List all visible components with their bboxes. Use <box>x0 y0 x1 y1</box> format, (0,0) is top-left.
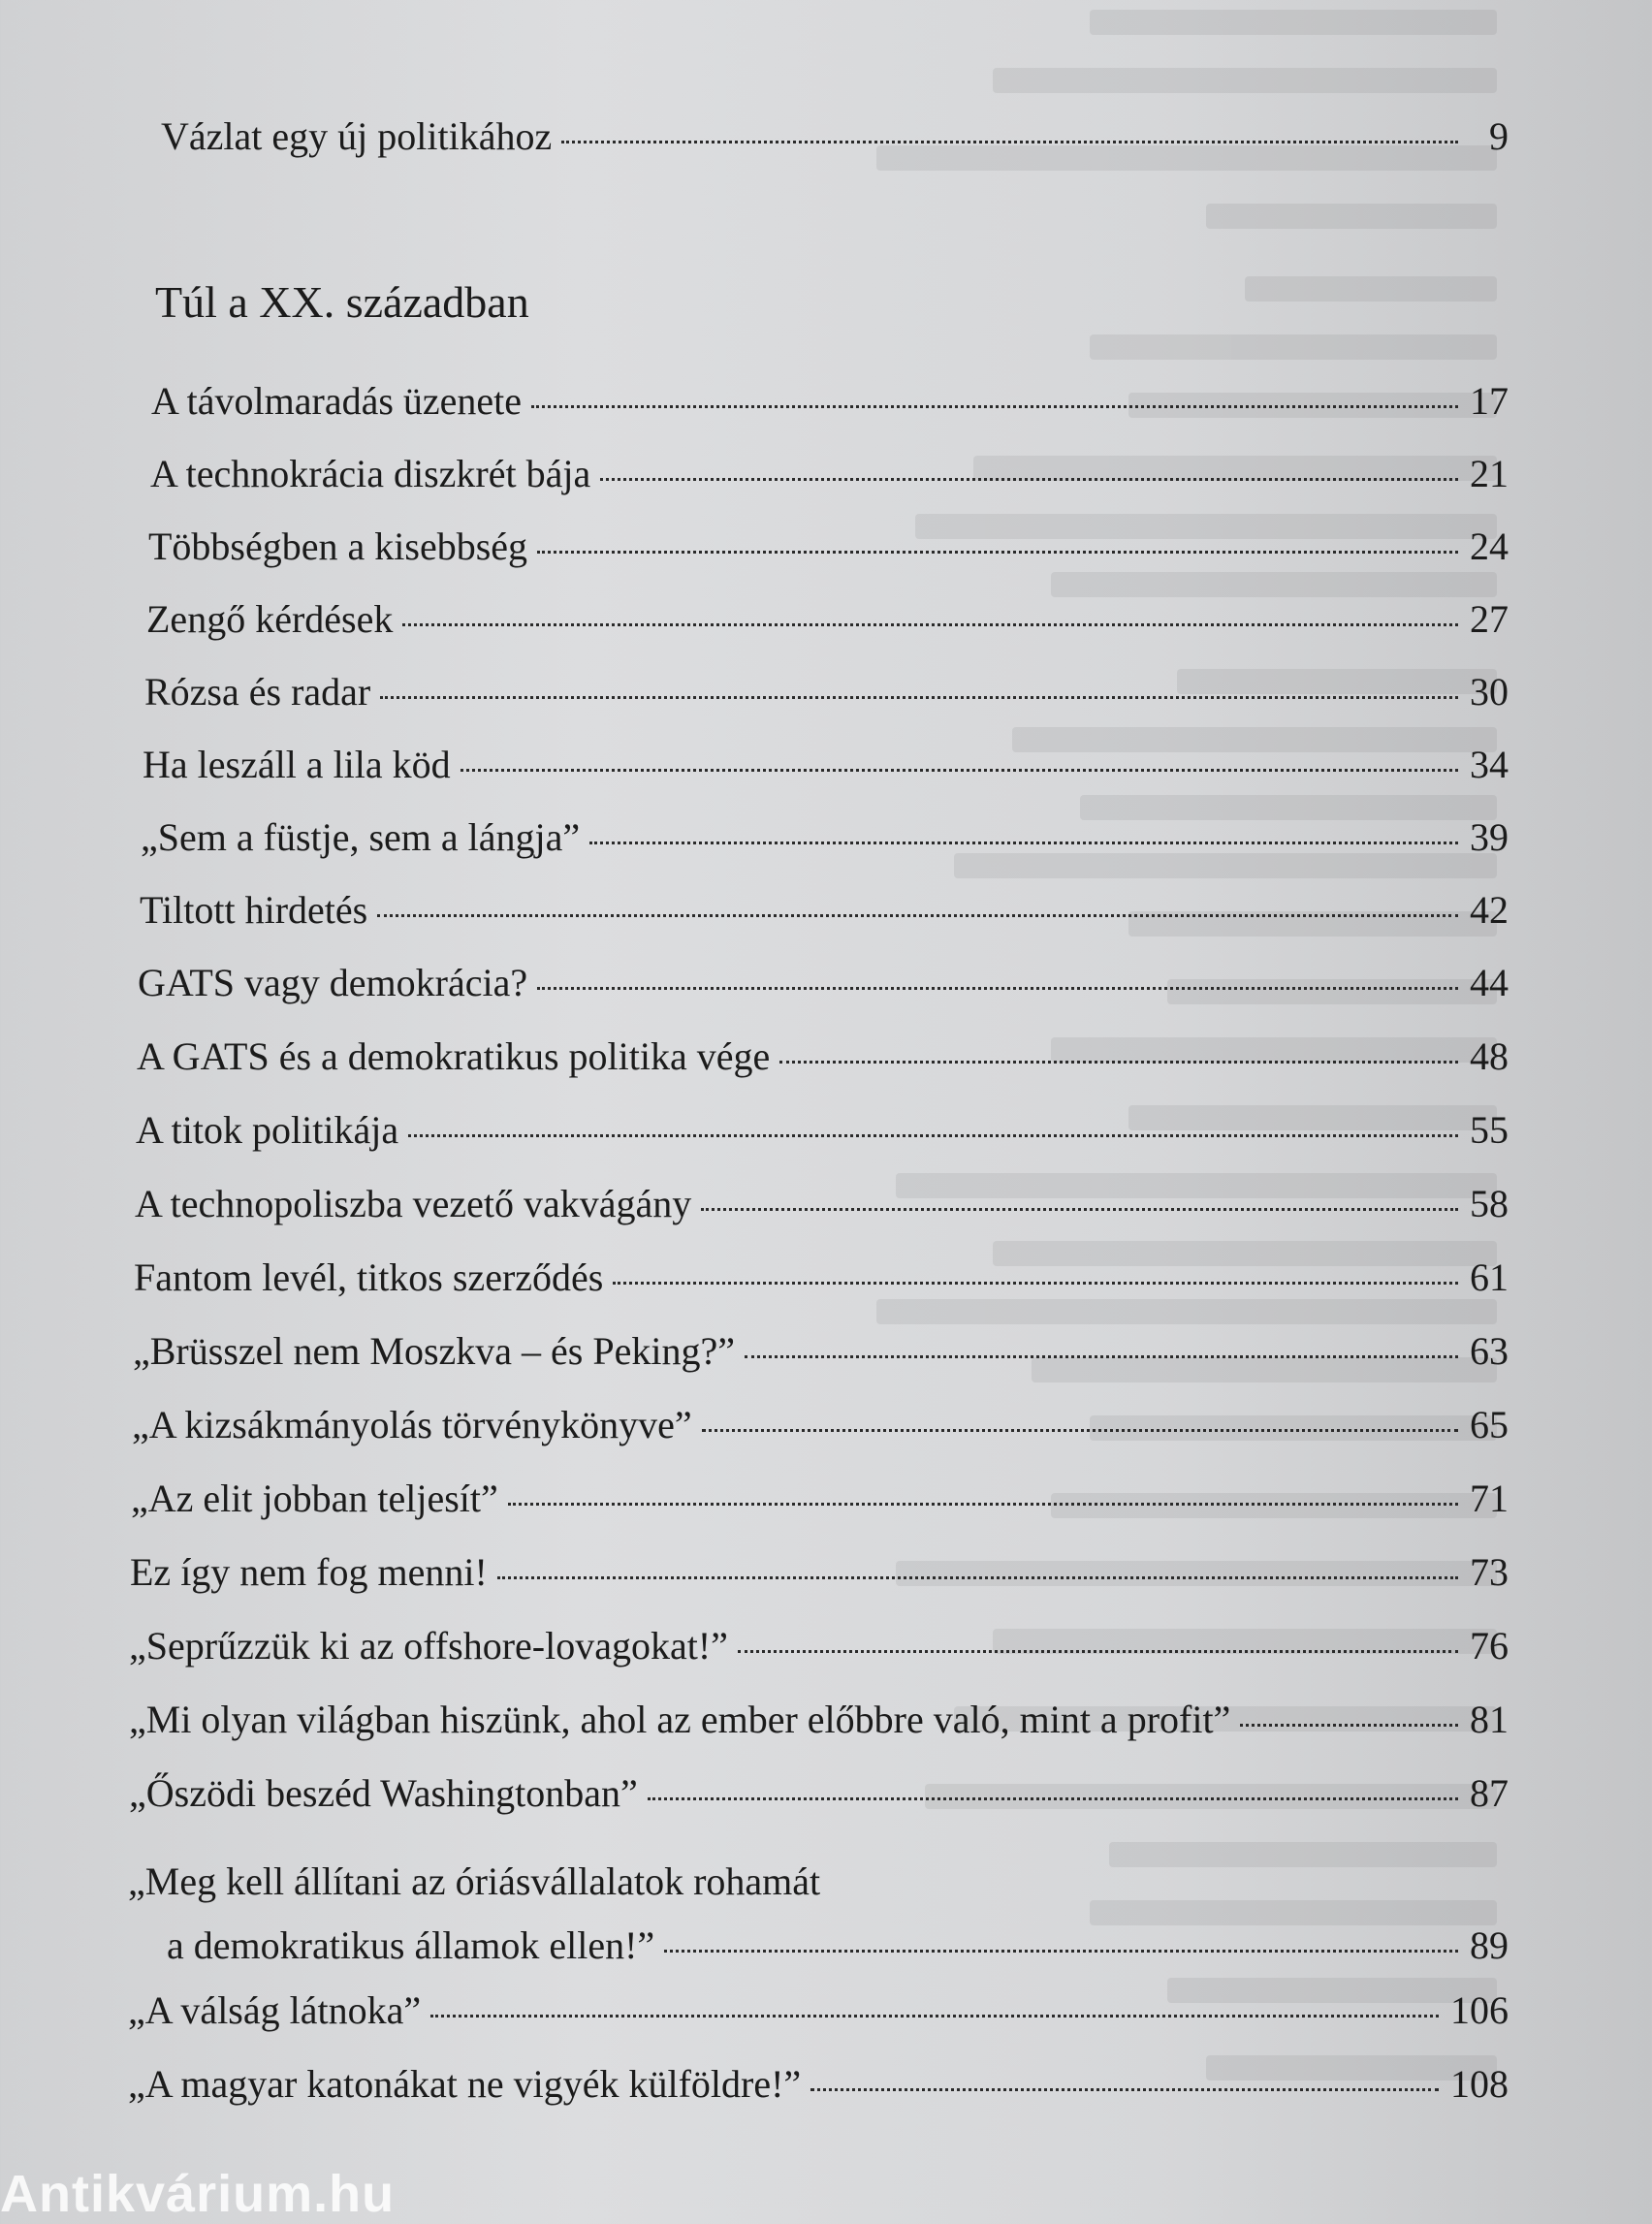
toc-entry-page: 89 <box>1470 1923 1509 1967</box>
toc-entry-title: „A kizsákmányolás törvénykönyve” <box>132 1403 692 1446</box>
toc-entry-title: A távolmaradás üzenete <box>151 379 523 423</box>
toc-entry-title: „Mi olyan világban hiszünk, ahol az ember előbbre való, mint a profit” <box>129 1698 1231 1741</box>
toc-entry <box>129 1623 1509 1669</box>
toc-entry-title: „Őszödi beszéd Washingtonban” <box>129 1771 638 1815</box>
section-heading: Túl a XX. században <box>155 277 529 327</box>
dot-leader <box>648 1797 1458 1800</box>
dot-leader <box>402 623 1458 626</box>
toc-entry <box>131 1476 1509 1522</box>
dot-leader <box>701 1208 1458 1211</box>
dot-leader <box>600 478 1458 481</box>
toc-entry-title: „Brüsszel nem Moszkva – és Peking?” <box>133 1329 735 1373</box>
toc-entry-page: 42 <box>1470 888 1509 932</box>
dot-leader <box>408 1134 1458 1137</box>
dot-leader <box>810 2088 1439 2091</box>
toc-entry-title: A titok politikája <box>136 1108 399 1152</box>
toc-entry-page: 21 <box>1470 452 1509 495</box>
toc-entry-page: 106 <box>1450 1988 1509 2032</box>
toc-entry <box>141 814 1509 861</box>
toc-entry <box>132 1402 1509 1448</box>
toc-entry-title: Rózsa és radar <box>144 670 371 714</box>
toc-entry-page: 71 <box>1470 1477 1509 1520</box>
toc-entry-intro <box>161 113 1509 160</box>
toc-entry-page: 61 <box>1470 1255 1509 1299</box>
toc-entry-title: A technopoliszba vezető vakvágány <box>135 1182 692 1225</box>
toc-entry-title: Vázlat egy új politikához <box>161 114 553 158</box>
toc-entry-page: 63 <box>1470 1329 1509 1373</box>
toc-entry-page: 55 <box>1470 1108 1509 1152</box>
watermark: Antikvárium.hu <box>0 2165 396 2223</box>
toc-entry-title: Többségben a kisebbség <box>148 524 528 568</box>
toc-entry <box>129 1770 1509 1817</box>
toc-entry <box>133 1328 1509 1375</box>
dot-leader <box>537 987 1458 990</box>
toc-entry-title: A GATS és a demokratikus politika vége <box>137 1034 771 1078</box>
toc-entry-page: 76 <box>1470 1624 1509 1668</box>
dot-leader <box>664 1950 1458 1953</box>
dot-leader <box>738 1650 1458 1653</box>
toc-entry <box>134 1255 1509 1301</box>
toc-entry-title: „Sem a füstje, sem a lángja” <box>141 815 581 859</box>
dot-leader <box>377 914 1458 917</box>
toc-entry <box>150 451 1509 497</box>
dot-leader <box>779 1061 1458 1064</box>
toc-entry <box>128 1987 1509 2034</box>
toc-entry-title-line2: a demokratikus államok ellen!” <box>167 1923 655 1967</box>
toc-entry-title: „A válság látnoka” <box>128 1988 422 2032</box>
dot-leader <box>508 1503 1458 1506</box>
dot-leader <box>702 1429 1458 1432</box>
toc-entry-title: A technokrácia diszkrét bája <box>150 452 591 495</box>
toc-entry-title-line2-row <box>128 1914 1509 1978</box>
toc-entry <box>129 1697 1509 1743</box>
toc-entry-title-line1: „Meg kell állítani az óriásvállalatok rohamát <box>128 1859 821 1903</box>
toc-entry <box>146 596 1509 643</box>
toc-entry-page: 27 <box>1470 597 1509 641</box>
toc-entry-page: 87 <box>1470 1771 1509 1815</box>
dot-leader <box>745 1355 1458 1358</box>
toc-entry-title: Ha leszáll a lila köd <box>143 743 451 786</box>
dot-leader <box>430 2015 1439 2017</box>
dot-leader <box>613 1282 1458 1285</box>
dot-leader <box>497 1576 1458 1579</box>
toc-entry-title: GATS vagy demokrácia? <box>138 961 528 1004</box>
toc-entry-page: 39 <box>1470 815 1509 859</box>
toc-entry-page: 30 <box>1470 670 1509 714</box>
dot-leader <box>1240 1724 1458 1727</box>
toc-entry-title: Tiltott hirdetés <box>140 888 368 932</box>
toc-entry-page: 24 <box>1470 524 1509 568</box>
dot-leader <box>461 769 1458 772</box>
toc-entry-page: 58 <box>1470 1182 1509 1225</box>
toc-entry-title: „Az elit jobban teljesít” <box>131 1477 498 1520</box>
dot-leader <box>531 405 1458 408</box>
toc-entry <box>143 742 1509 788</box>
toc-entry-page: 81 <box>1470 1698 1509 1741</box>
toc-entry <box>138 960 1509 1006</box>
toc-entry-page: 44 <box>1470 961 1509 1004</box>
toc-entry <box>130 1549 1509 1596</box>
toc-entry <box>151 378 1509 425</box>
toc-entry-page: 108 <box>1450 2062 1509 2106</box>
dot-leader <box>561 141 1458 143</box>
toc-entry <box>128 2061 1509 2108</box>
toc-entry-multiline <box>128 1850 1509 1978</box>
toc-entry-title: Ez így nem fog menni! <box>130 1550 488 1594</box>
toc-entry-page: 9 <box>1489 114 1509 158</box>
dot-leader <box>537 551 1458 554</box>
toc-entry <box>148 524 1509 570</box>
toc-entry-page: 34 <box>1470 743 1509 786</box>
toc-entry-title: Zengő kérdések <box>146 597 394 641</box>
toc-entry <box>140 887 1509 934</box>
toc-entry-page: 17 <box>1470 379 1509 423</box>
toc-entry-page: 73 <box>1470 1550 1509 1594</box>
toc-entry-title: „A magyar katonákat ne vigyék külföldre!” <box>128 2062 802 2106</box>
toc-entry <box>144 669 1509 715</box>
toc-entry <box>136 1107 1509 1154</box>
toc-entry-title: Fantom levél, titkos szerződés <box>134 1255 604 1299</box>
toc-entry-title: „Seprűzzük ki az offshore-lovagokat!” <box>129 1624 728 1668</box>
toc-entry-page: 48 <box>1470 1034 1509 1078</box>
toc-entry <box>137 1033 1509 1080</box>
toc-entry-page: 65 <box>1470 1403 1509 1446</box>
toc-entry <box>135 1181 1509 1227</box>
dot-leader <box>589 842 1458 844</box>
dot-leader <box>380 696 1458 699</box>
